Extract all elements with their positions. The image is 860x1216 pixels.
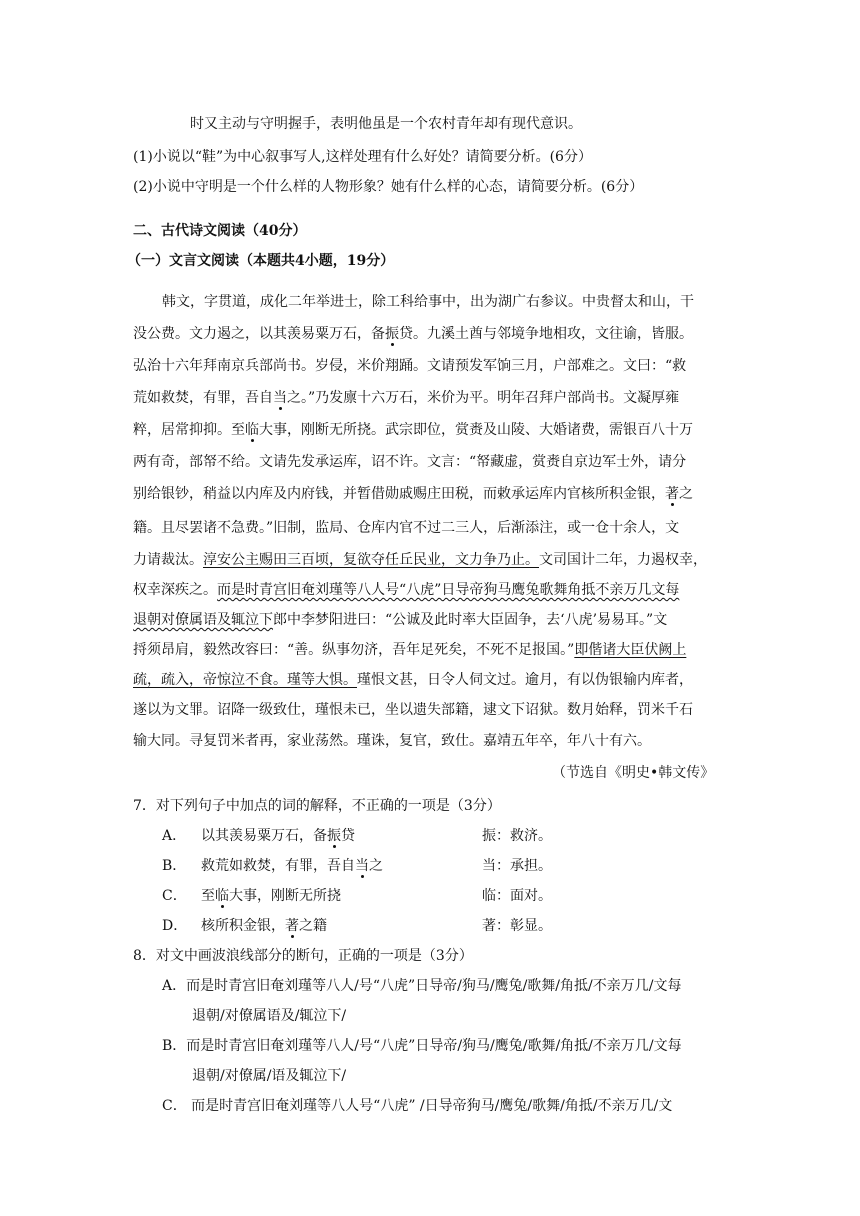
- dotted-character: 临: [215, 888, 229, 904]
- option-text: 救荒如救焚，有罪，吾自: [201, 858, 355, 874]
- passage-line-5: [133, 420, 693, 440]
- passage-text: 之: [679, 486, 693, 502]
- passage-line-10: [133, 580, 679, 600]
- option-text: 之籍: [299, 918, 327, 934]
- q8-option-a[interactable]: A．而是时青宫旧奄刘瑾等八人/号“八虎”日导帝/狗马/鹰兔/歌舞/角抵/不亲万几/文每: [162, 978, 682, 994]
- option-text: 之: [369, 858, 383, 874]
- section-heading: 二、古代诗文阅读（40分）: [133, 223, 307, 239]
- passage-text: 没公费。文力遏之，以其羡易粟万石，备: [133, 326, 385, 342]
- dotted-character: 当: [273, 390, 287, 406]
- option-sentence: [201, 886, 341, 906]
- option-letter: B．: [162, 858, 187, 874]
- passage-text: 力请裁汰。: [133, 552, 203, 568]
- underlined-sentence: 即偕诸大臣伏阙上: [574, 642, 687, 658]
- passage-text: 大事，刚断无所挠。武宗即位，赏赉及山陵、大婚诸费，需银百八十万: [259, 422, 693, 438]
- passage-line-9: [133, 550, 707, 570]
- option-letter: C．: [162, 888, 187, 904]
- option-explanation: 著：彰显。: [482, 918, 552, 934]
- option-sentence: [201, 856, 383, 876]
- passage-line-13: [133, 670, 693, 690]
- option-text: 核所积金银，: [201, 918, 285, 934]
- wavy-underlined-sentence: 退朝对僚属语及辄泣下: [133, 612, 273, 628]
- underlined-sentence: 淳安公主赐田三百顷，复欲夺任丘民业，文力争乃止。: [203, 552, 539, 568]
- option-text: 大事，刚断无所挠: [229, 888, 341, 904]
- passage-line-12: [133, 640, 686, 660]
- passage-line-11: [133, 610, 667, 630]
- passage-text: 权幸深疾之。: [133, 582, 217, 598]
- passage-line-4: [133, 388, 679, 408]
- passage-line-6: 两有奇，部帑不给。文请先发承运库，诏不许。文言：“帑藏虚，赏赉自京边军士外，请分: [133, 454, 687, 470]
- passage-line-8: 籍。且尽罢诸不急费。”旧制，监局、仓库内官不过二三人，后渐添注，或一仓十余人，文: [133, 520, 680, 536]
- passage-text: 文司国计二年，力遏权幸，: [539, 552, 707, 568]
- passage-line-1: [162, 292, 728, 312]
- option-sentence: [201, 916, 327, 936]
- option-explanation: 临：面对。: [482, 888, 552, 904]
- q8-option-a-continued: 退朝/对僚属语及/辄泣下/: [192, 1008, 347, 1024]
- q8-option-c[interactable]: C． 而是时青宫旧奄刘瑾等八人号“八虎” /日导帝狗马/鹰兔/歌舞/角抵/不亲万几/文: [162, 1098, 673, 1114]
- passage-text: 别给银钞，稍益以内库及内府钱，并暂借勋戚赐庄田税，而敕承运库内官核所积金银，: [133, 486, 665, 502]
- option-explanation: 当：承担。: [482, 858, 552, 874]
- passage-text: 之。”乃发廪十六万石，米价为平。明年召拜户部尚书。文凝厚雍: [287, 390, 680, 406]
- option-letter: A．: [162, 828, 187, 844]
- underlined-sentence: 疏，疏入，帝惊泣不食。瑾等大惧。: [133, 672, 357, 688]
- dotted-character: 临: [245, 422, 259, 438]
- passage-line-3: 弘治十六年拜南京兵部尚书。岁侵，米价翔踊。文请预发军饷三月，户部难之。文曰：“救: [133, 358, 687, 374]
- passage-line-2: [133, 324, 731, 344]
- dotted-character: 振: [327, 828, 341, 844]
- passage-text: 贷。九溪土酋与邻境争地相攻，文往谕，皆服。: [399, 326, 693, 342]
- passage-line-14: 遂以为文罪。诏降一级致仕，瑾恨未已，坐以遗失部籍，逮文下诏狱。数月始释，罚米千石: [133, 702, 693, 718]
- passage-text: 郎中李梦阳进曰：“公诚及此时率大臣固争，去‘八虎’易易耳。”文: [273, 612, 668, 628]
- question-1: (1)小说以“鞋”为中心叙事写人,这样处理有什么好处？请简要分析。(6分）: [133, 149, 592, 165]
- passage-text: 捋须昂肩，毅然改容曰：“善。纵事勿济，吾年足死矣，不死不足报国。”: [133, 642, 575, 658]
- option-text: 贷: [341, 828, 355, 844]
- option-text: 以其羡易粟万石，备: [201, 828, 327, 844]
- passage-line-15: 输大同。寻复罚米者再，家业荡然。瑾诛，复官，致仕。嘉靖五年卒，年八十有六。: [133, 733, 651, 749]
- question-8-stem: 8．对文中画波浪线部分的断句，正确的一项是（3分）: [133, 948, 473, 964]
- passage-text: 荒如救焚，有罪，吾自: [133, 390, 273, 406]
- dotted-character: 著: [285, 918, 299, 934]
- passage-line-7: [133, 484, 693, 504]
- option-letter: D．: [162, 918, 188, 934]
- wavy-underlined-sentence: 而是时青宫旧奄刘瑾等八人号“八虎”日导帝狗马鹰兔歌舞角抵不亲万几文每: [217, 582, 680, 598]
- passage-source: （节选自《明史•韩文传》: [552, 765, 715, 781]
- option-sentence: [201, 826, 355, 846]
- dotted-character: 振: [385, 326, 399, 342]
- option-explanation: 振：救济。: [482, 828, 552, 844]
- passage-text: 韩文，字贯道，成化二年举进士，除工科给事中，出为湖广右参议。中贵督太和山，干: [162, 294, 694, 310]
- q8-option-b-continued: 退朝/对僚属/语及辄泣下/: [192, 1068, 347, 1084]
- carry-over-line: 时又主动与守明握手，表明他虽是一个农村青年却有现代意识。: [190, 116, 582, 132]
- dotted-character: 当: [355, 858, 369, 874]
- question-7-stem: 7．对下列句子中加点的词的解释，不正确的一项是（3分）: [133, 798, 501, 814]
- section-subheading: （一）文言文阅读（本题共4小题，19分）: [127, 253, 395, 269]
- q8-option-b[interactable]: B．而是时青宫旧奄刘瑾等八人/号“八虎”日导帝/狗马/鹰兔/歌舞/角抵/不亲万几/文每: [162, 1038, 682, 1054]
- passage-text: 粹，居常抑抑。至: [133, 422, 245, 438]
- passage-text: 瑾恨文甚，日令人伺文过。逾月，有以伪银输内库者，: [357, 672, 693, 688]
- option-text: 至: [201, 888, 215, 904]
- question-2: (2)小说中守明是一个什么样的人物形象？她有什么样的心态，请简要分析。(6分）: [133, 179, 644, 195]
- dotted-character: 著: [665, 486, 679, 502]
